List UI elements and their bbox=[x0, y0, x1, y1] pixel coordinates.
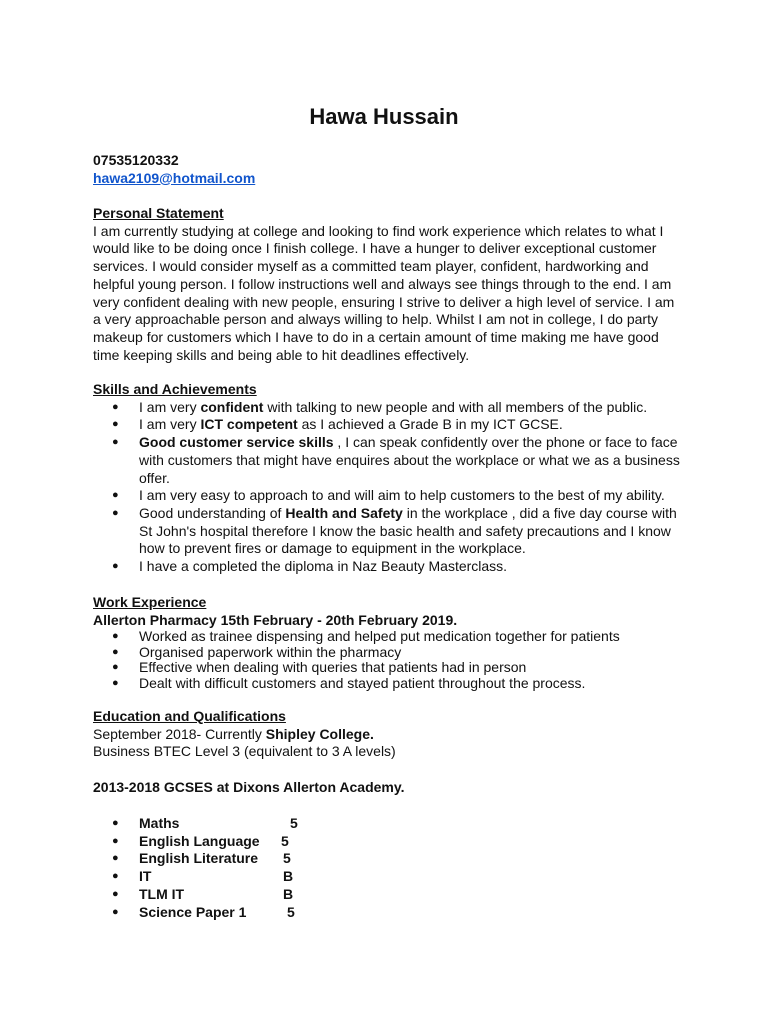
bullet-icon: ● bbox=[112, 645, 119, 658]
grade: 5 bbox=[287, 903, 295, 920]
list-item: ● Good customer service skills , I can speak confidently over the phone or face to face with customers that might have enquires about the workplace or what we as a business offer. bbox=[112, 434, 680, 486]
bullet-icon: ● bbox=[112, 661, 119, 674]
email-link[interactable]: hawa2109@hotmail.com bbox=[93, 169, 256, 186]
bullet-icon: ● bbox=[112, 834, 119, 847]
list-item bbox=[93, 815, 309, 833]
personal-statement-heading: Personal Statement bbox=[93, 205, 224, 221]
list-item: ● Effective when dealing with queries that patients had in person bbox=[112, 659, 527, 676]
bullet-icon: ● bbox=[112, 870, 119, 883]
list-item: ● Dealt with difficult customers and stayed patient throughout the process. bbox=[112, 674, 586, 691]
grade: 5 bbox=[281, 832, 289, 849]
job-title: Allerton Pharmacy 15th February - 20th February 2019. bbox=[93, 611, 458, 628]
skills-heading: Skills and Achievements bbox=[93, 381, 257, 397]
gcse-heading: 2013-2018 GCSES at Dixons Allerton Academy. bbox=[93, 779, 405, 795]
grades-list bbox=[93, 815, 683, 921]
list-item bbox=[93, 833, 309, 851]
subject: Maths bbox=[139, 815, 180, 831]
bullet-icon: ● bbox=[112, 418, 119, 431]
list-item bbox=[93, 904, 309, 922]
gcse-heading-block bbox=[93, 779, 683, 797]
bullet-icon: ● bbox=[112, 630, 119, 643]
bullet-icon: ● bbox=[112, 489, 119, 502]
work-duties-list bbox=[93, 629, 683, 691]
grade: B bbox=[283, 868, 294, 885]
skills-section bbox=[93, 381, 683, 576]
subject: English Literature bbox=[139, 850, 259, 867]
bullet-icon: ● bbox=[112, 400, 119, 413]
bullet-icon: ● bbox=[112, 852, 119, 865]
grade: 5 bbox=[283, 850, 291, 867]
personal-statement-text: I am currently studying at college and looking to find work experience which relates to what I would like to be doing once I finish college. I have a hunger to deliver exceptional customer services. I would consider myself as a committed team player, confident, hardworking and helpful young person. I follow instructions well and always see things through to the end. I am very confident dealing with new people, ensuring I strive to deliver a high level of service. I am a very approachable person and always willing to help. Whilst I am not in college, I do party makeup for customers which I have to do in a certain amount of time making me have good time keeping skills and being able to hit deadlines effectively. bbox=[93, 222, 675, 363]
college-line: September 2018- Currently Shipley College. bbox=[93, 725, 374, 742]
education-section bbox=[93, 708, 683, 761]
subject: IT bbox=[139, 868, 152, 885]
list-item: ● I have a completed the diploma in Naz Beauty Masterclass. bbox=[112, 558, 508, 575]
subject: TLM IT bbox=[139, 885, 185, 902]
list-item: ● Worked as trainee dispensing and helped put medication together for patients bbox=[112, 628, 620, 645]
phone-number: 07535120332 bbox=[93, 152, 179, 168]
candidate-name: Hawa Hussain bbox=[309, 104, 459, 129]
skills-list bbox=[93, 399, 683, 576]
list-item bbox=[93, 886, 309, 904]
grade: B bbox=[283, 885, 294, 902]
education-heading: Education and Qualifications bbox=[93, 708, 286, 724]
list-item: ● Organised paperwork within the pharmacy bbox=[112, 643, 402, 660]
subject: English Language bbox=[139, 832, 260, 849]
gcse-grades-section bbox=[93, 815, 683, 921]
contact-section bbox=[93, 152, 683, 187]
bullet-icon: ● bbox=[112, 436, 119, 449]
work-experience-section bbox=[93, 594, 683, 691]
list-item: ● I am very confident with talking to new people and with all members of the public. bbox=[112, 398, 648, 415]
grade: 5 bbox=[290, 815, 298, 831]
bullet-icon: ● bbox=[112, 887, 119, 900]
bullet-icon: ● bbox=[112, 560, 119, 573]
bullet-icon: ● bbox=[112, 817, 119, 829]
work-experience-heading: Work Experience bbox=[93, 594, 207, 610]
bullet-icon: ● bbox=[112, 905, 119, 918]
list-item bbox=[93, 868, 309, 886]
personal-statement-section bbox=[93, 205, 683, 364]
bullet-icon: ● bbox=[112, 676, 119, 689]
list-item: ● I am very easy to approach to and will aim to help customers to the best of my ability. bbox=[112, 487, 665, 504]
course-line: Business BTEC Level 3 (equivalent to 3 A levels) bbox=[93, 743, 396, 760]
list-item: ● I am very ICT competent as I achieved a Grade B in my ICT GCSE. bbox=[112, 416, 563, 433]
list-item bbox=[93, 850, 309, 868]
list-item: ● Good understanding of Health and Safety in the workplace , did a five day course with St John's hospital therefore I know the basic health and safety precautions and I know how to prevent fires or damage to equipment in the workplace. bbox=[112, 504, 677, 557]
bullet-icon: ● bbox=[112, 506, 119, 519]
subject: Science Paper 1 bbox=[139, 903, 247, 920]
